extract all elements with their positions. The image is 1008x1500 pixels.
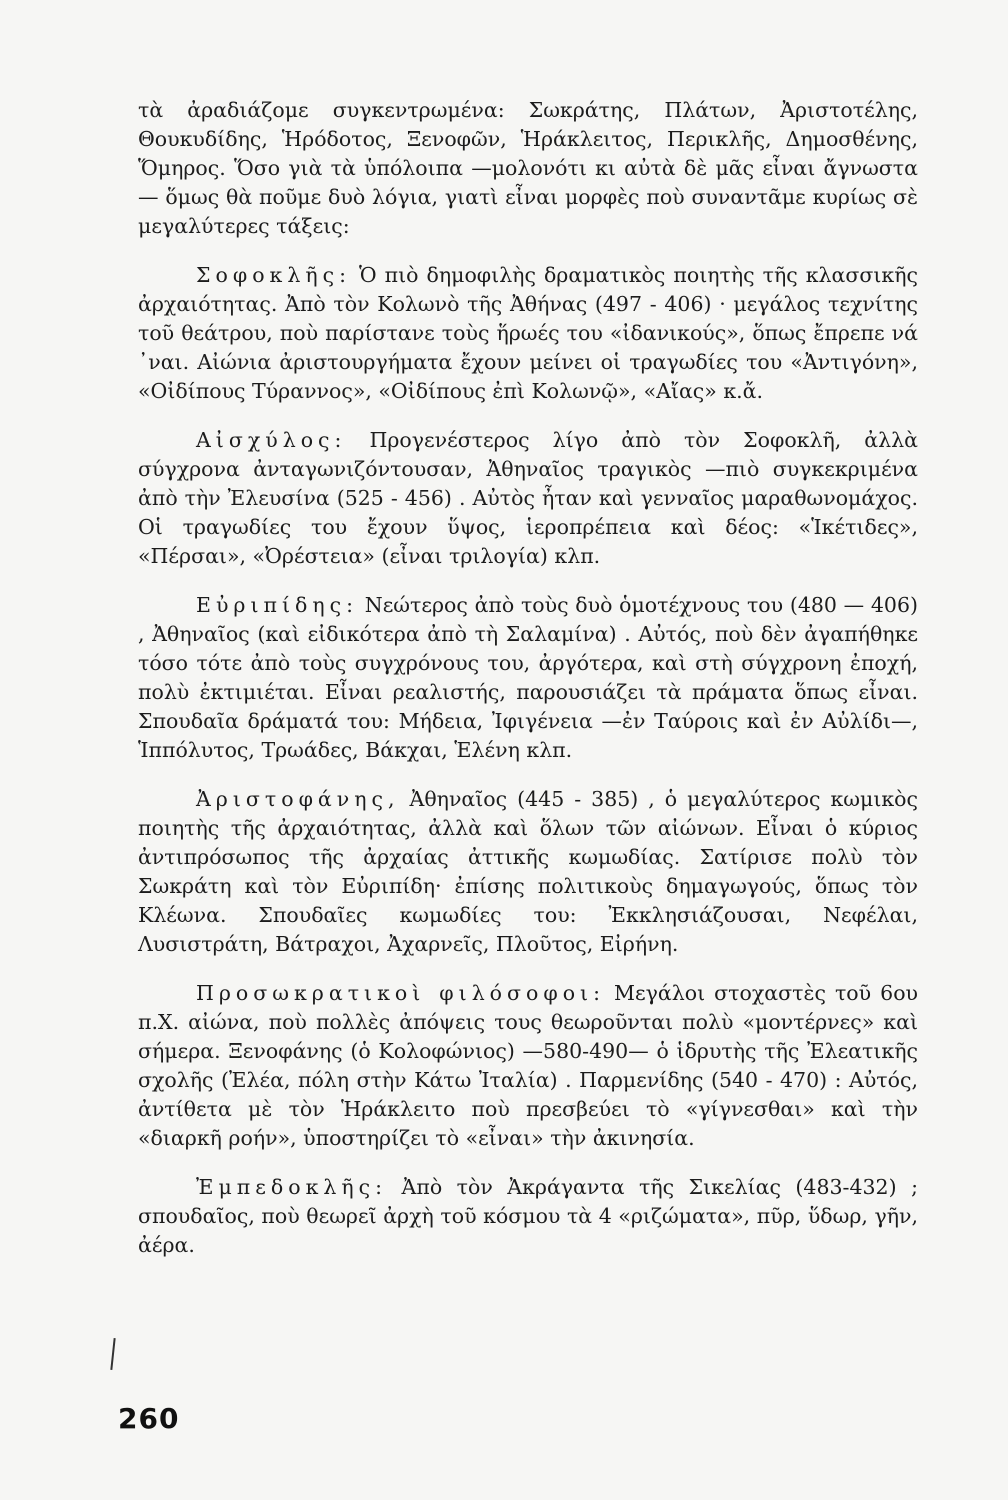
entry-euripides <box>138 591 918 765</box>
entry-name: Αἰσχύλος: <box>196 428 347 452</box>
entry-text: Προγενέστερος λίγο ἀπὸ τὸν Σοφοκλῆ, ἀλλὰ σύγχρονα ἀνταγωνιζόντουσαν, Ἀθηναῖος τραγικὸς —πιὸ συγκεκριμένα ἀπὸ τὴν Ἐλευσίνα (525 - 456) . Αὐτὸς ἦταν καὶ γενναῖος μαραθωνομάχος. Οἱ τραγωδίες του ἔχουν ὕψος, ἱεροπρέπεια καὶ δέος: «Ἱκέτιδες», «Πέρσαι», «Ὀρέστεια» (εἶναι τριλογία) κλπ. <box>138 428 918 568</box>
paragraph-text: τὰ ἀραδιάζομε συγκεντρωμένα: Σωκράτης, Πλάτων, Ἀριστοτέλης, Θουκυδίδης, Ἡρόδοτος, Ξενοφῶν, Ἡράκλειτος, Περικλῆς, Δημοσθένης, Ὅμηρος. Ὅσο γιὰ τὰ ὑπόλοιπα —μολονότι κι αὐτὰ δὲ μᾶς εἶναι ἄγνωστα— ὅμως θὰ ποῦμε δυὸ λόγια, γιατὶ εἶναι μορφὲς ποὺ συναντᾶμε κυρίως σὲ μεγαλύτερες τάξεις: <box>138 98 918 238</box>
entry-name: Προσωκρατικοὶ φιλόσοφοι: <box>196 981 606 1005</box>
margin-pencil-mark <box>110 1338 115 1370</box>
entry-text: Νεώτερος ἀπὸ τοὺς δυὸ ὁμοτέχνους του (480 — 406) , Ἀθηναῖος (καὶ εἰδικότερα ἀπὸ τὴ Σαλαμίνα) . Αὐτός, ποὺ δὲν ἀγαπήθηκε τόσο τότε ἀπὸ τοὺς συγχρόνους του, ἀργότερα, καὶ στὴ σύγχρονη ἐποχή, πολὺ ἐκτιμιέται. Εἶναι ρεαλιστής, παρουσιάζει τὰ πράματα ὅπως εἶναι. Σπουδαῖα δράματά του: Μήδεια, Ἰφιγένεια —ἐν Ταύροις καὶ ἐν Αὐλίδι—, Ἱππόλυτος, Τρωάδες, Βάκχαι, Ἑλένη κλπ. <box>138 593 918 762</box>
entry-text: Ἀθηναῖος (445 - 385) , ὁ μεγαλύτερος κωμικὸς ποιητὴς τῆς ἀρχαιότητας, ἀλλὰ καὶ ὅλων τῶν αἰώνων. Εἶναι ὁ κύριος ἀντιπρόσωπος τῆς ἀρχαίας ἀττικῆς κωμωδίας. Σατίρισε πολὺ τὸν Σωκράτη καὶ τὸν Εὐριπίδη· ἐπίσης πολιτικοὺς δημαγωγούς, ὅπως τὸν Κλέωνα. Σπουδαῖες κωμωδίες του: Ἐκκλησιάζουσαι, Νεφέλαι, Λυσιστράτη, Βάτραχοι, Ἀχαρνεῖς, Πλοῦτος, Εἰρήνη. <box>138 787 918 956</box>
entry-name: Ἀριστοφάνης, <box>196 787 400 811</box>
intro-paragraph <box>138 96 918 241</box>
entry-text: Ὁ πιὸ δημοφιλὴς δραματικὸς ποιητὴς τῆς κλασσικῆς ἀρχαιότητας. Ἀπὸ τὸν Κολωνὸ τῆς Ἀθήνας (497 - 406) · μεγάλος τεχνίτης τοῦ θεάτρου, ποὺ παρίστανε τοὺς ἥρωές του «ἰδανικούς», ὅπως ἔπρεπε νά ᾽ναι. Αἰώνια ἀριστουργήματα ἔχουν μείνει οἱ τραγωδίες του «Ἀντιγόνη», «Οἰδίπους Τύραννος», «Οἰδίπους ἐπὶ Κολωνῷ», «Αἴας» κ.ἄ. <box>138 263 918 403</box>
page-number: 260 <box>118 1402 180 1435</box>
entry-aeschylus <box>138 426 918 571</box>
entry-empedocles <box>138 1173 918 1260</box>
entry-presocratics <box>138 979 918 1153</box>
entry-sophocles <box>138 261 918 406</box>
entry-name: Εὐριπίδης: <box>196 593 359 617</box>
entry-aristophanes <box>138 785 918 959</box>
entry-text: Μεγάλοι στοχαστὲς τοῦ 6ου π.Χ. αἰώνα, ποὺ πολλὲς ἀπόψεις τους θεωροῦνται πολὺ «μοντέρνες» καὶ σήμερα. Ξενοφάνης (ὁ Κολοφώνιος) —580-490— ὁ ἱδρυτὴς τῆς Ἐλεατικῆς σχολῆς (Ἐλέα, πόλη στὴν Κάτω Ἰταλία) . Παρμενίδης (540 - 470) : Αὐτός, ἀντίθετα μὲ τὸν Ἡράκλειτο ποὺ πρεσβεύει τὸ «γίγνεσθαι» καὶ τὴν «διαρκῆ ροήν», ὑποστηρίζει τὸ «εἶναι» τὴν ἀκινησία. <box>138 981 918 1150</box>
entry-text: Ἀπὸ τὸν Ἀκράγαντα τῆς Σικελίας (483-432) ; σπουδαῖος, ποὺ θεωρεῖ ἀρχὴ τοῦ κόσμου τὰ 4 «ριζώματα», πῦρ, ὕδωρ, γῆν, ἀέρα. <box>138 1175 918 1257</box>
page-text <box>138 96 918 1280</box>
entry-name: Σοφοκλῆς: <box>196 263 352 287</box>
entry-name: Ἐμπεδοκλῆς: <box>196 1175 388 1199</box>
